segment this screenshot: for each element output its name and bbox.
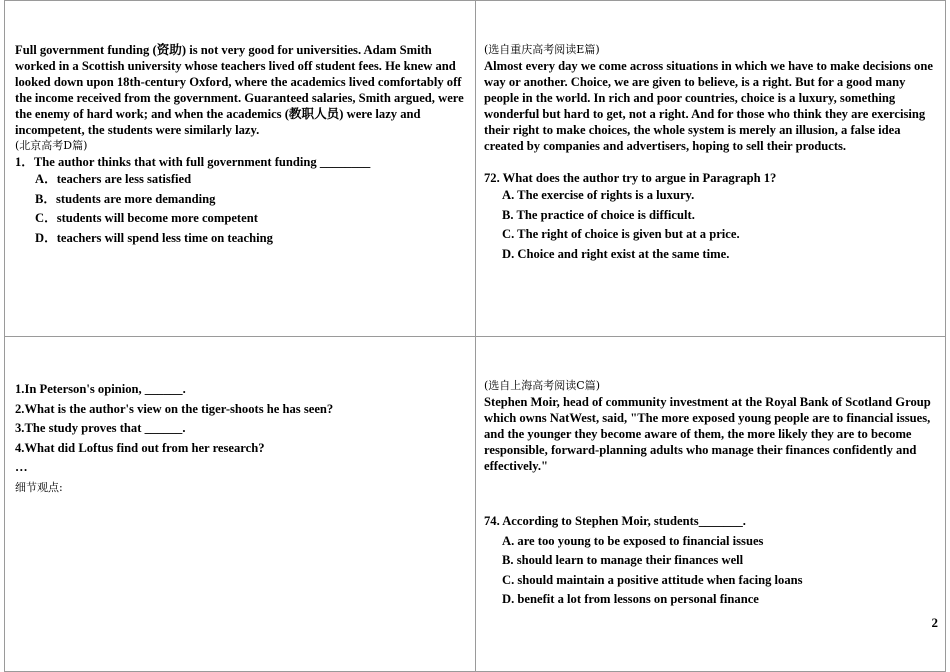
option-b: B. The practice of choice is difficult. — [502, 207, 695, 222]
option-d: D. benefit a lot from lessons on personal finance — [502, 592, 759, 606]
panel-top-left — [15, 42, 471, 248]
question-item-4: 4.What did Loftus find out from her research? — [15, 440, 265, 455]
option-c: C. should maintain a positive attitude when facing loans — [502, 572, 803, 587]
option-b: B．students are more demanding — [35, 191, 216, 206]
question-text: 1．The author thinks that with full government funding ________ — [15, 155, 371, 169]
question-item-1: 1.In Peterson's opinion, ______. — [15, 382, 186, 396]
spacer — [484, 154, 940, 168]
horizontal-divider — [4, 336, 945, 337]
option-c: C. The right of choice is given but at a price. — [502, 227, 740, 241]
source-label: (选自重庆高考阅读E篇) — [484, 43, 600, 56]
option-d: D．teachers will spend less time on teaching — [35, 230, 273, 245]
panel-bottom-right — [484, 378, 940, 610]
option-a: A. are too young to be exposed to financial issues — [502, 533, 764, 548]
passage-text: Stephen Moir, head of community investment at the Royal Bank of Scotland Group which owns NatWest, said, "The more exposed young people are to financial issues, and the younger they become aware of them, the more likely they are to become responsible, forward-planning adults who manage their finances confidently and effectively." — [484, 395, 931, 473]
passage-text: Almost every day we come across situations in which we have to make decisions one way or another. Choice, we are given to believe, is a right. But for a good many people in the world. In rich and poor countries, choice is a luxury, something wonderful but hard to get, not a right. And for those who think they are exercising their right to make choices, the whole system is merely an illusion, a false idea created by companies and advertisers, hoping to sell their products. — [484, 59, 933, 153]
option-b: B. should learn to manage their finances well — [502, 553, 744, 567]
passage-text: Full government funding (资助) is not very good for universities. Adam Smith worked in a Scottish university whose teachers lived off student fees. He knew and looked down upon 18th-century Oxford, where the academics lived comfortably off the income received from the government. Guaranteed salaries, Smith argued, were the enemy of hard work; and when the academics (教职人员) were lazy and incompetent, the students were similarly lazy. — [15, 43, 464, 137]
question-text: 72. What does the author try to argue in Paragraph 1? — [484, 171, 777, 185]
panel-top-right — [484, 42, 940, 264]
question-text: 74. According to Stephen Moir, students_______. — [484, 514, 746, 528]
option-d: D. Choice and right exist at the same time. — [502, 246, 730, 261]
option-a: A. The exercise of rights is a luxury. — [502, 188, 695, 202]
source-label: (北京高考D篇) — [15, 139, 88, 152]
note-label: 细节观点: — [15, 480, 63, 494]
option-a: A．teachers are less satisfied — [35, 172, 192, 186]
question-item-3: 3.The study proves that ______. — [15, 421, 186, 435]
panel-bottom-left — [15, 380, 471, 497]
ellipsis: … — [15, 460, 28, 474]
page-number: 2 — [931, 615, 938, 630]
source-label: (选自上海高考阅读C篇) — [484, 379, 600, 392]
option-c: C．students will become more competent — [35, 211, 258, 225]
spacer — [484, 474, 940, 512]
question-item-2: 2.What is the author's view on the tiger-shoots he has seen? — [15, 401, 334, 416]
